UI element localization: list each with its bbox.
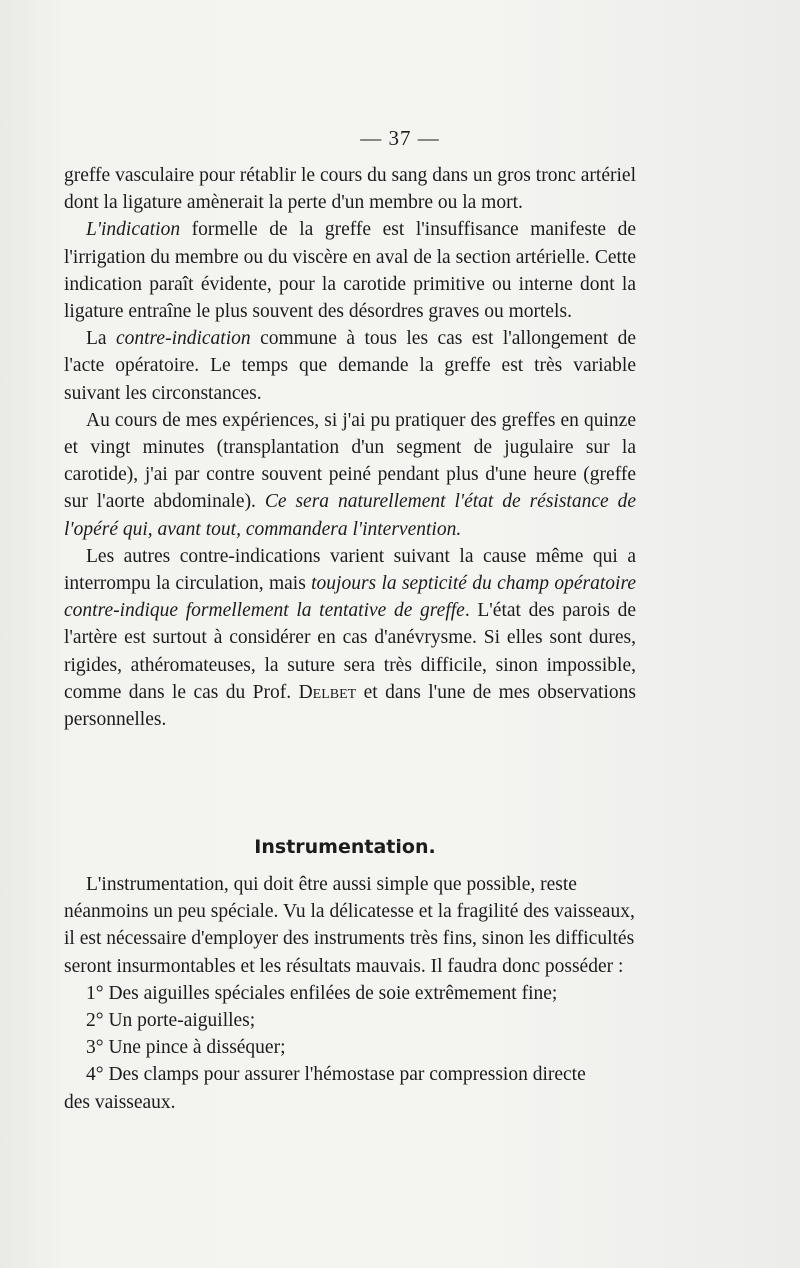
list-text: Une pince à disséquer; — [108, 1037, 286, 1059]
instrumentation-section — [64, 871, 636, 1116]
list-item — [64, 980, 636, 1007]
paragraph-4 — [64, 407, 636, 543]
list-text: Des aiguilles spéciales enfilées de soie extrêmement fine; — [108, 982, 558, 1004]
text-run-italic: toujours la septicité du champ opératoire contre-indique formellement la tentative de greffe — [64, 573, 636, 622]
list-number: 1° — [86, 982, 104, 1004]
text-run-italic: Ce sera naturellement l'état de résistance de l'opéré qui, avant tout, commandera l'intervention. — [64, 491, 636, 540]
paragraph-5 — [64, 543, 636, 733]
paragraph-1 — [64, 162, 636, 216]
text-run: commune à tous les cas est l'allongement de l'acte opératoire. Le temps que demande la greffe est très variable suivant les circonstances. — [64, 328, 636, 404]
text-run-italic: contre-indication — [115, 328, 251, 350]
text-run: greffe vasculaire pour rétablir le cours du sang dans un gros tronc artériel dont la ligature amènerait la perte d'un membre ou la mort. — [64, 165, 636, 214]
author-name: Delbet — [298, 681, 357, 703]
list-number: 2° — [86, 1010, 104, 1032]
text-run: et dans l'une de mes observations personnelles. — [64, 681, 636, 731]
text-run: Au cours de mes expériences, si j'ai pu pratiquer des greffes en quinze et vingt minutes (transplantation d'un segment de jugulaire sur la carotide), j'ai par contre souvent peiné pendant plus d'une heure (greffe sur l'aorte abdominale). — [64, 409, 636, 513]
list-number: 3° — [86, 1037, 104, 1059]
paragraph-2 — [64, 216, 636, 325]
section-title: Instrumentation. — [254, 836, 436, 858]
section-intro: L'instrumentation, qui doit être aussi simple que possible, reste néanmoins un peu spéciale. Vu la délicatesse et la fragilité des vaisseaux, il est nécessaire d'employer des instruments très fins, sinon les difficultés seront insurmontables et les résultats mauvais. Il faudra donc posséder : — [64, 874, 635, 977]
list-item — [64, 1034, 636, 1061]
paragraph-3 — [64, 325, 636, 407]
body-text — [64, 162, 636, 733]
list-item — [64, 1007, 636, 1034]
list-text: Des clamps pour assurer l'hémostase par compression directe — [108, 1064, 586, 1086]
list-continuation: des vaisseaux. — [64, 1091, 176, 1113]
text-run: La — [86, 328, 116, 350]
text-run: Les autres contre-indications varient suivant la cause même qui a interrompu la circulation, mais — [64, 545, 636, 595]
list-number: 4° — [86, 1064, 104, 1086]
text-run: formelle de la greffe est l'insuffisance manifeste de l'irrigation du membre ou du viscère en aval de la section artérielle. Cette indication paraît évidente, pour la carotide primitive ou interne dont la ligature entraîne le plus souvent des désordres graves ou mortels. — [64, 219, 636, 323]
list-item — [64, 1061, 636, 1088]
page-number: — 37 — — [360, 126, 440, 150]
text-run-italic: L'indication — [86, 219, 181, 241]
list-text: Un porte-aiguilles; — [108, 1010, 256, 1032]
text-run: . L'état des parois de l'artère est surtout à considérer en cas d'anévrysme. Si elles sont dures, rigides, athéromateuses, la suture sera très difficile, sinon impossible, comme dans le cas du Prof. — [64, 600, 637, 703]
